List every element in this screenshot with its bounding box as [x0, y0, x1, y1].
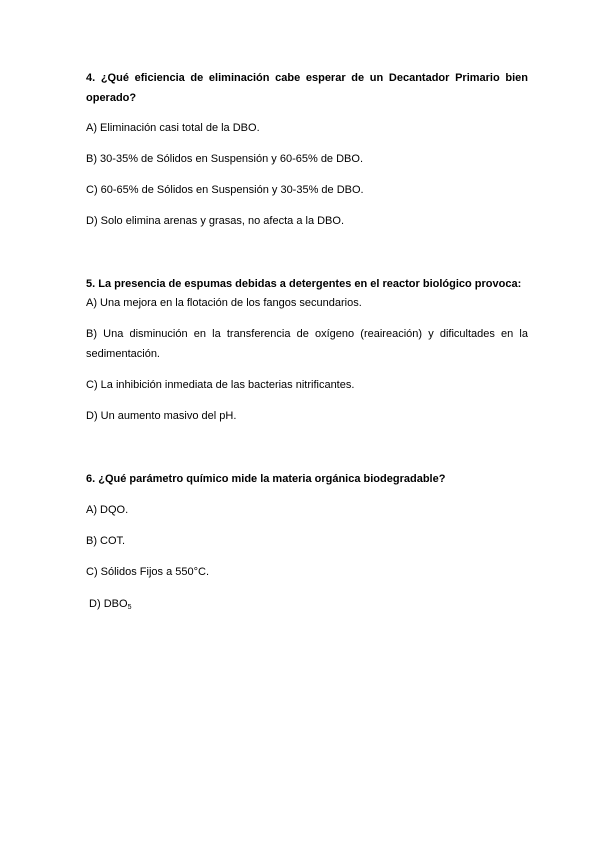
question-5-option-a: A) Una mejora en la flotación de los fangos secundarios. [86, 297, 362, 309]
question-4-option-a: A) Eliminación casi total de la DBO. [86, 122, 260, 134]
question-4-option-d: D) Solo elimina arenas y grasas, no afecta a la DBO. [86, 215, 345, 227]
question-4-option-b: B) 30-35% de Sólidos en Suspensión y 60-65% de DBO. [86, 153, 363, 165]
subscript-5: 5 [127, 604, 132, 611]
question-6-option-d [86, 594, 528, 614]
question-5-option-b: B) Una disminución en la transferencia de oxígeno (reaireación) y dificultades en la sedimentación. [86, 328, 528, 360]
question-5-title: 5. La presencia de espumas debidas a detergentes en el reactor biológico provoca: [86, 278, 522, 290]
question-4-title: 4. ¿Qué eficiencia de eliminación cabe esperar de un Decantador Primario bien operado? [86, 72, 528, 104]
question-6-option-d-text: D) DBO [86, 598, 128, 610]
question-5-option-d: D) Un aumento masivo del pH. [86, 410, 237, 422]
question-5-option-c: C) La inhibición inmediata de las bacterias nitrificantes. [86, 379, 355, 391]
question-6-option-a: A) DQO. [86, 504, 129, 516]
question-4-option-c: C) 60-65% de Sólidos en Suspensión y 30-35% de DBO. [86, 184, 364, 196]
question-6-option-c: C) Sólidos Fijos a 550°C. [86, 566, 210, 578]
question-6-option-b: B) COT. [86, 535, 126, 547]
question-6-title: 6. ¿Qué parámetro químico mide la materia orgánica biodegradable? [86, 473, 446, 485]
